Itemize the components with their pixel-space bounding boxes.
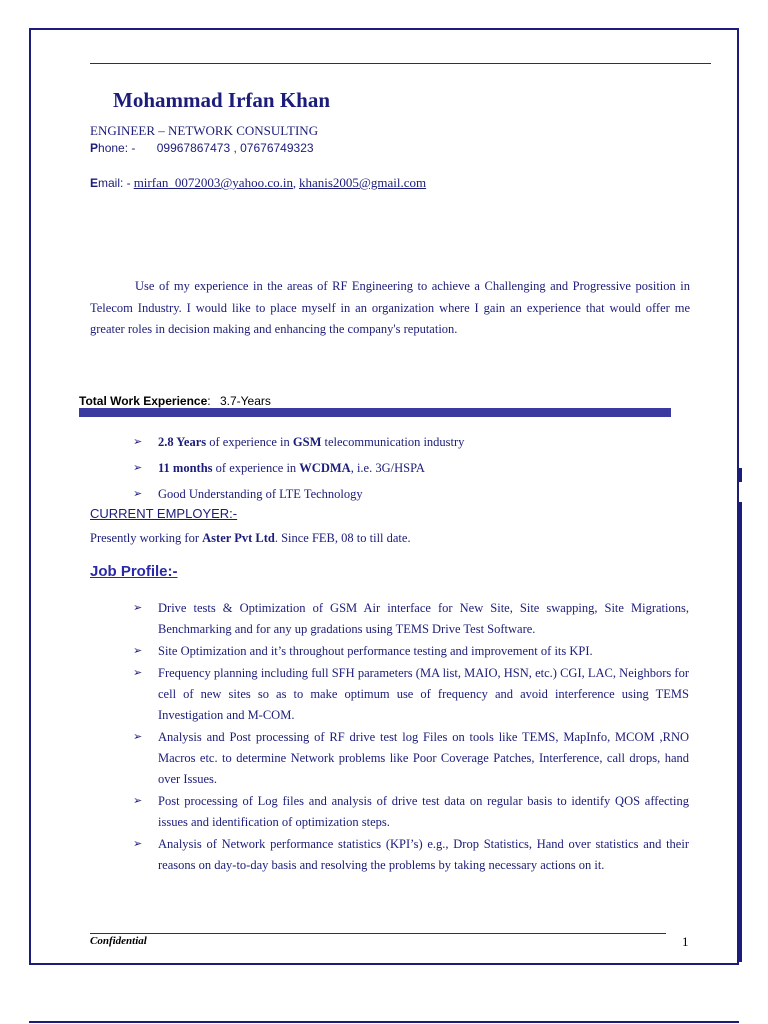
arrow-bullet-icon: ➢: [133, 645, 143, 657]
bullet-bold: WCDMA: [299, 461, 351, 475]
arrow-bullet-icon: ➢: [133, 462, 143, 474]
arrow-bullet-icon: ➢: [133, 838, 143, 850]
bullet-text: Good Understanding of LTE Technology: [158, 487, 363, 501]
email-label-initial: E: [90, 176, 99, 190]
employer-text-post: . Since FEB, 08 to till date.: [274, 531, 411, 545]
list-item: [133, 455, 693, 481]
footer-confidential: Confidential: [90, 935, 147, 947]
email-link-yahoo[interactable]: mirfan_0072003@yahoo.co.in: [133, 175, 293, 190]
bullet-text: telecommunication industry: [321, 435, 465, 449]
list-item: [133, 481, 693, 507]
bullet-text: of experience in: [212, 461, 300, 475]
phone-numbers: 09967867473 , 07676749323: [156, 141, 314, 155]
bullet-bold: 2.8 Years: [158, 435, 207, 449]
current-employer-text: [90, 531, 411, 546]
work-experience-label: Total Work Experience: [79, 394, 208, 408]
bullet-bold: 11 months: [158, 461, 213, 475]
arrow-bullet-icon: ➢: [133, 602, 143, 614]
summary-bullets: [133, 429, 693, 507]
job-profile-heading: Job Profile:-: [90, 563, 178, 580]
work-experience-colon: :: [207, 394, 211, 408]
section-bar: [79, 408, 671, 417]
career-objective: Use of my experience in the areas of RF Engineering to achieve a Challenging and Progressive position in Telecom Industry. I would like to place myself in an organization where I gain an experience that would offer me greater roles in decision making and enhancing the company's reputation.: [90, 279, 690, 336]
candidate-name: Mohammad Irfan Khan: [113, 88, 331, 112]
list-item: [133, 791, 689, 833]
next-page-border: [29, 1021, 739, 1023]
phone-label: hone: -: [98, 141, 136, 155]
current-employer-heading: CURRENT EMPLOYER:-: [90, 506, 238, 521]
list-item: [133, 727, 689, 790]
arrow-bullet-icon: ➢: [133, 667, 143, 679]
job-profile-list: [133, 598, 689, 877]
bullet-bold: GSM: [292, 435, 322, 449]
list-item: [133, 429, 693, 455]
bullet-text: , i.e. 3G/HSPA: [350, 461, 425, 475]
job-item-text: Post processing of Log files and analysis of drive test data on regular basis to identify QOS affecting issues and identification of optimization steps.: [158, 794, 689, 829]
list-item: [133, 834, 689, 876]
email-line: [90, 175, 426, 191]
total-work-experience: [79, 394, 271, 408]
page-number: 1: [682, 934, 689, 949]
list-item: [133, 663, 689, 726]
arrow-bullet-icon: ➢: [133, 731, 143, 743]
email-label: mail: -: [98, 176, 131, 190]
arrow-bullet-icon: ➢: [133, 436, 143, 448]
job-item-text: Analysis of Network performance statistics (KPI’s) e.g., Drop Statistics, Hand over statistics and their reasons on day-to-day basis and resolving the problems by taking necessary actions on it.: [158, 837, 689, 872]
arrow-bullet-icon: ➢: [133, 488, 143, 500]
work-experience-value: 3.7-Years: [219, 394, 271, 408]
role-title: ENGINEER – NETWORK CONSULTING: [90, 123, 319, 138]
job-item-text: Analysis and Post processing of RF drive test log Files on tools like TEMS, MapInfo, MCOM ,RNO Macros etc. to determine Network problems like Poor Coverage Patches, Interference, call drops, hand over Issues.: [158, 730, 689, 786]
scroll-edge-mark: [739, 502, 742, 962]
job-item-text: Drive tests & Optimization of GSM Air interface for New Site, Site swapping, Site Migrations, Benchmarking and for any up gradations using TEMS Drive Test Software.: [158, 601, 689, 636]
job-item-text: Frequency planning including full SFH parameters (MA list, MAIO, HSN, etc.) CGI, LAC, Neighbors for cell of new sites so as to make optimum use of frequency and avoid interference using TEMS Investigation and M-COM.: [158, 666, 689, 722]
list-item: [133, 598, 689, 640]
employer-text-pre: Presently working for: [90, 531, 203, 545]
email-link-gmail[interactable]: khanis2005@gmail.com: [298, 175, 427, 190]
phone-label-initial: P: [90, 141, 99, 155]
phone-line: [90, 141, 314, 155]
email-separator: ,: [292, 176, 296, 190]
top-rule: [90, 63, 711, 64]
list-item: [133, 641, 689, 662]
footer-rule: [90, 933, 666, 934]
job-item-text: Site Optimization and it’s throughout performance testing and improvement of its KPI.: [158, 644, 593, 658]
employer-company: Aster Pvt Ltd: [202, 531, 275, 545]
bullet-text: of experience in: [206, 435, 293, 449]
scroll-edge-mark: [739, 468, 742, 482]
arrow-bullet-icon: ➢: [133, 795, 143, 807]
